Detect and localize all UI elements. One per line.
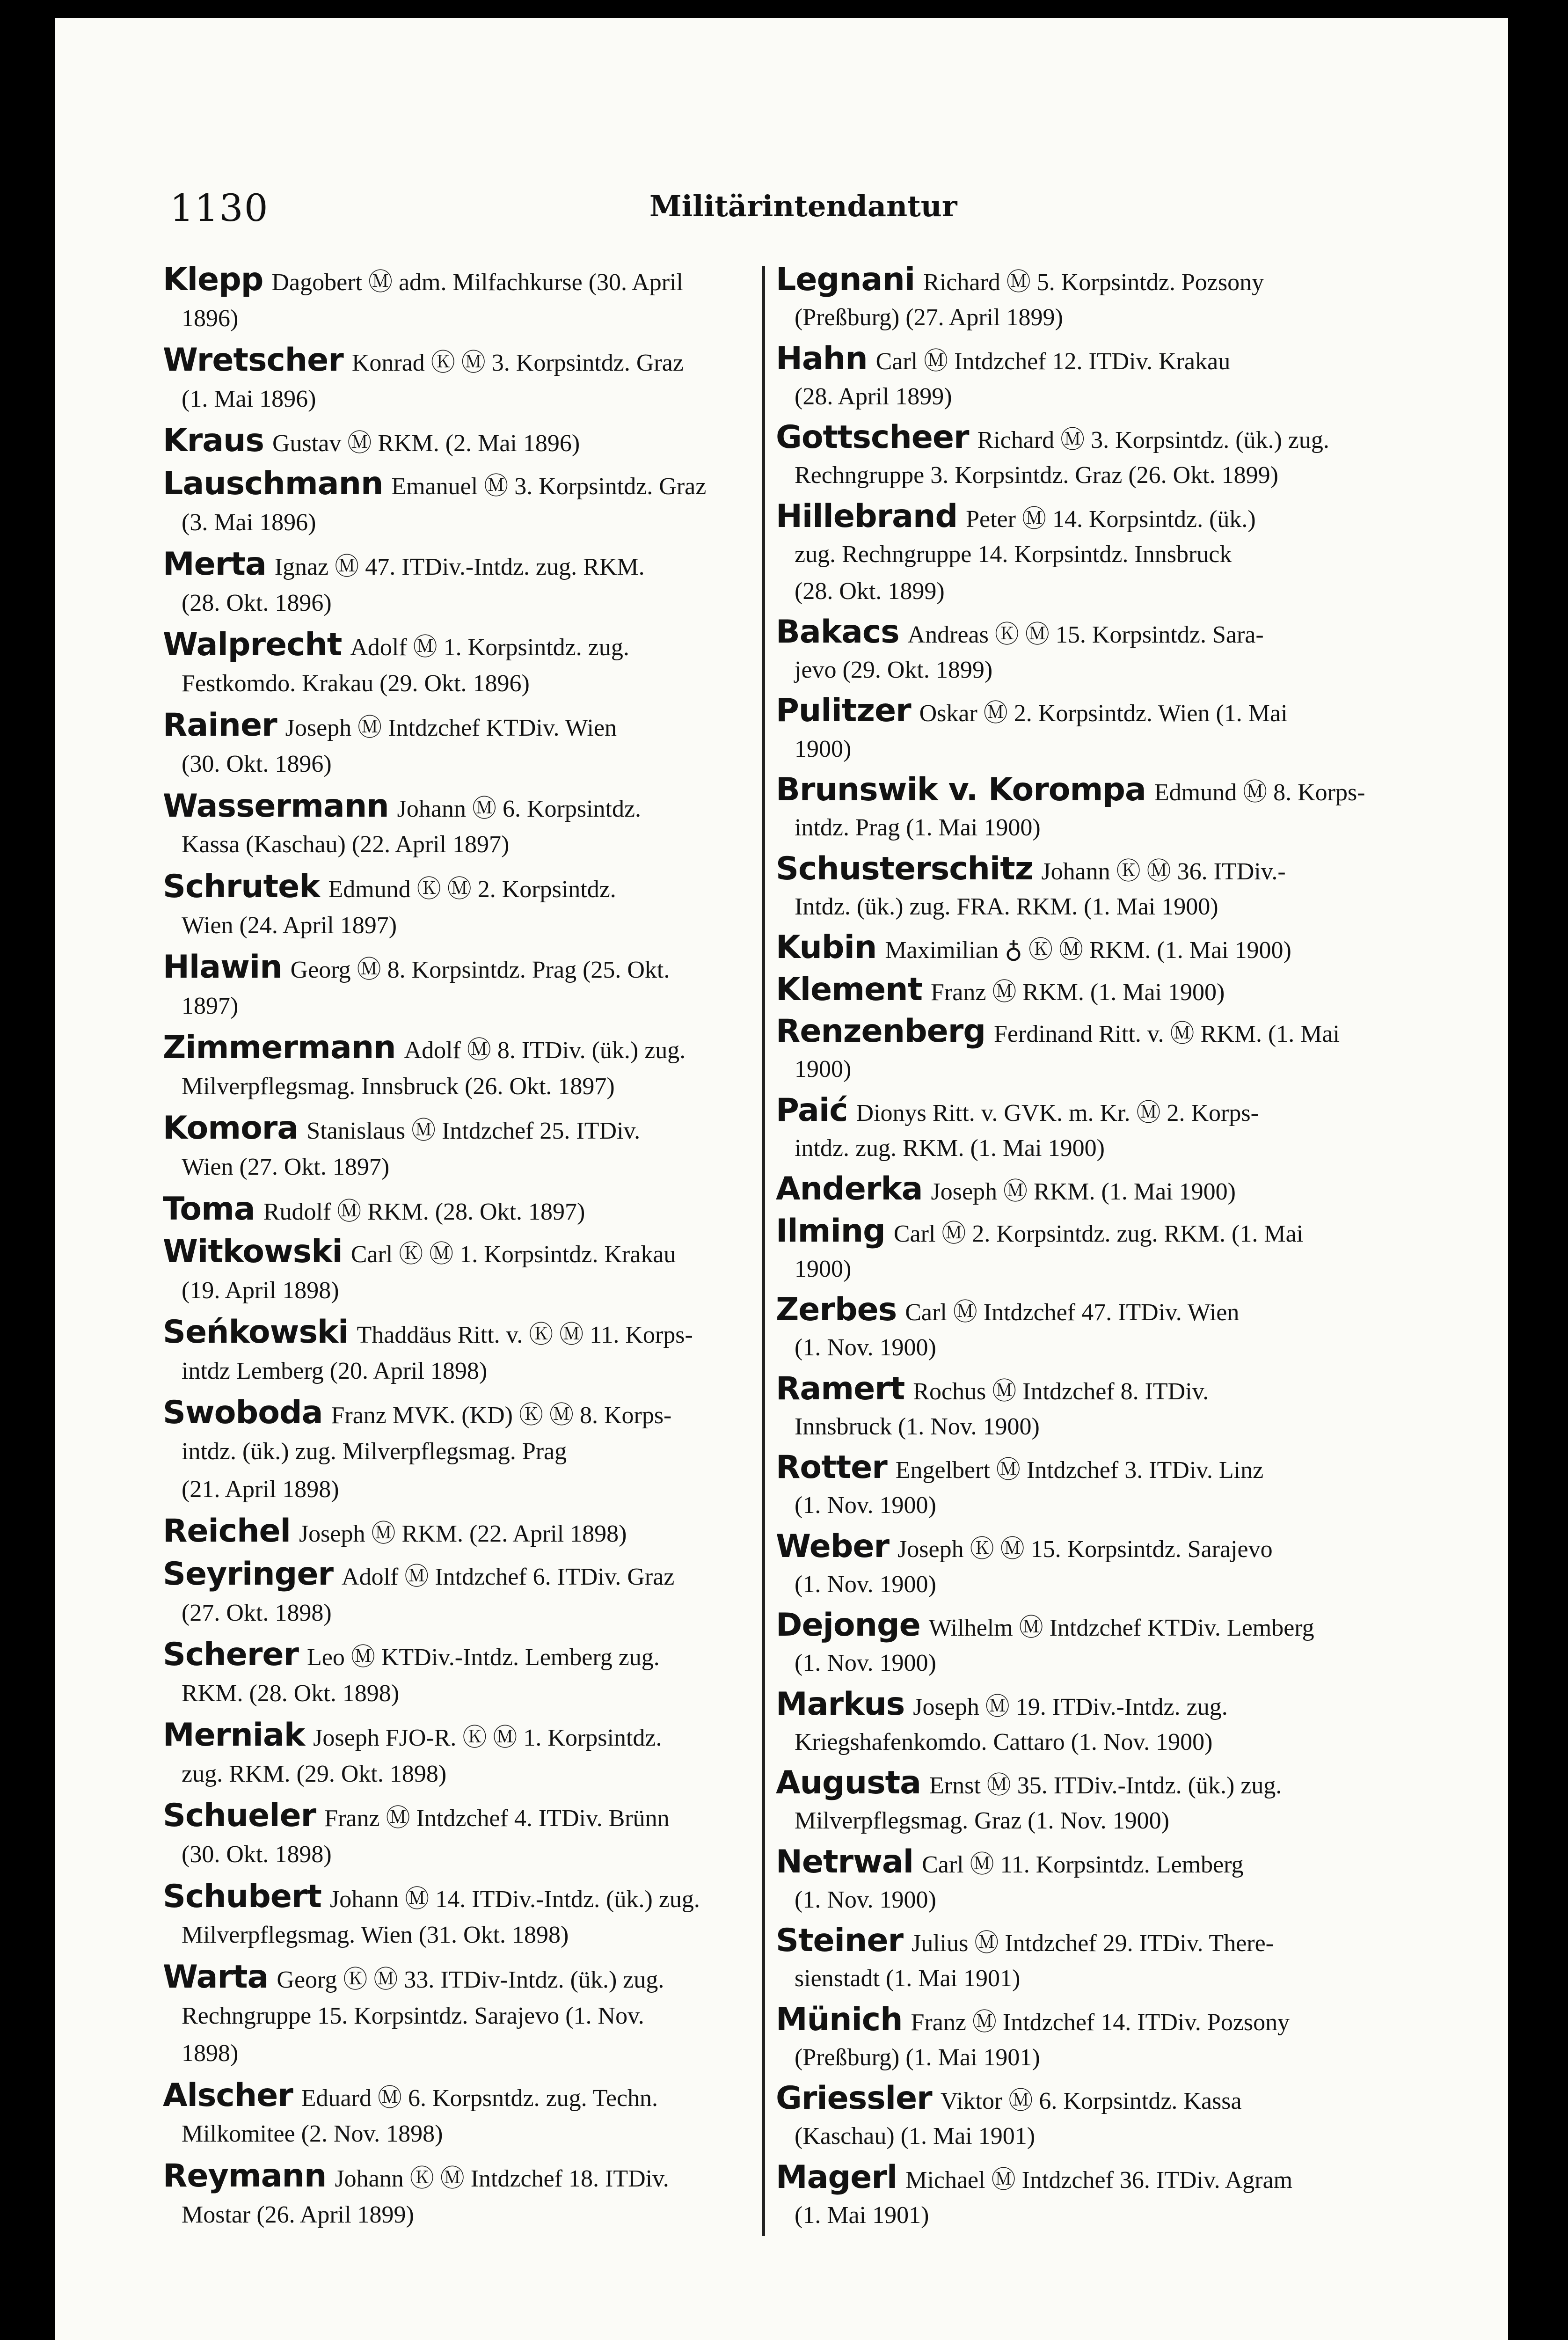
- entry-surname: Hahn: [776, 340, 868, 377]
- entry-line: [776, 1922, 1274, 1960]
- entry-surname: Dejonge: [776, 1607, 920, 1644]
- entry-continuation: Kriegshafenkomdo. Cattaro (1. Nov. 1900): [795, 1728, 1213, 1755]
- entry-line: [163, 1110, 641, 1147]
- entry-details: Adolf Ⓜ Intdzchef 6. ITDiv. Graz: [342, 1563, 675, 1590]
- entry-line: [163, 707, 617, 744]
- entry-continuation: intdz. zug. RKM. (1. Mai 1900): [795, 1134, 1105, 1162]
- entry-line: [776, 1528, 1273, 1565]
- entry-surname: Markus: [776, 1685, 905, 1723]
- entry-continuation: zug. RKM. (29. Okt. 1898): [182, 1761, 447, 1788]
- entry-line: [776, 771, 1365, 808]
- entry-surname: Bakacs: [776, 613, 899, 651]
- entry-surname: Reichel: [163, 1513, 291, 1550]
- entry-surname: Netrwal: [776, 1843, 914, 1880]
- entry-continuation: Wien (27. Okt. 1897): [182, 1154, 390, 1181]
- entry-continuation: Milverpflegsmag. Wien (31. Okt. 1898): [182, 1922, 569, 1949]
- entry-continuation: (28. April 1899): [795, 383, 952, 410]
- entry-details: Ignaz Ⓜ 47. ITDiv.-Intdz. zug. RKM.: [274, 554, 645, 581]
- entry-surname: Griessler: [776, 2080, 932, 2117]
- entry-surname: Warta: [163, 1958, 269, 1996]
- entry-continuation: (1. Nov. 1900): [795, 1886, 936, 1913]
- entry-surname: Ramert: [776, 1370, 905, 1407]
- entry-line: [163, 1958, 664, 1996]
- entry-continuation: (1. Nov. 1900): [795, 1492, 936, 1519]
- entry-details: Franz MVK. (KD) Ⓚ Ⓜ 8. Korps-: [331, 1402, 672, 1429]
- page-header: [55, 186, 1508, 242]
- entry-line: [776, 1170, 1236, 1208]
- entry-continuation: (30. Okt. 1896): [182, 751, 332, 778]
- entry-line: [163, 465, 707, 502]
- entry-details: Stanislaus Ⓜ Intdzchef 25. ITDiv.: [306, 1118, 641, 1145]
- entry-continuation: 1898): [182, 2040, 239, 2067]
- entry-surname: Zerbes: [776, 1291, 897, 1329]
- entry-details: Johann Ⓜ 6. Korpsintdz.: [397, 795, 642, 822]
- entry-surname: Wretscher: [163, 342, 343, 379]
- entry-continuation: intdz. (ük.) zug. Milverpflegsmag. Prag: [182, 1438, 567, 1465]
- entry-details: Carl Ⓜ Intdzchef 47. ITDiv. Wien: [905, 1299, 1240, 1326]
- entry-details: Johann Ⓚ Ⓜ Intdzchef 18. ITDiv.: [335, 2165, 669, 2192]
- entry-line: [776, 340, 1231, 377]
- entry-line: [776, 613, 1264, 651]
- entry-line: [776, 1449, 1264, 1486]
- entry-line: [163, 868, 616, 905]
- running-title: Militärintendantur: [649, 189, 957, 223]
- entry-continuation: 1900): [795, 1255, 852, 1282]
- entry-details: Carl Ⓚ Ⓜ 1. Korpsintdz. Krakau: [350, 1241, 676, 1268]
- entry-continuation: (30. Okt. 1898): [182, 1841, 332, 1868]
- entry-line: [163, 1717, 662, 1754]
- entry-surname: Scherer: [163, 1636, 299, 1674]
- entry-surname: Hillebrand: [776, 497, 958, 535]
- entry-continuation: 1897): [182, 992, 239, 1019]
- entry-details: Joseph FJO-R. Ⓚ Ⓜ 1. Korpsintdz.: [313, 1725, 662, 1752]
- entry-line: [776, 1370, 1209, 1407]
- entry-details: Franz Ⓜ RKM. (1. Mai 1900): [931, 979, 1225, 1006]
- entry-surname: Magerl: [776, 2158, 897, 2196]
- entry-line: [776, 1013, 1340, 1050]
- entry-details: Konrad Ⓚ Ⓜ 3. Korpsintdz. Graz: [351, 350, 684, 377]
- entry-continuation: (21. April 1898): [182, 1476, 339, 1503]
- entry-continuation: (Kaschau) (1. Mai 1901): [795, 2123, 1036, 2150]
- entry-surname: Seńkowski: [163, 1314, 349, 1351]
- entry-surname: Kubin: [776, 929, 877, 966]
- entry-surname: Legnani: [776, 261, 915, 298]
- entry-surname: Merniak: [163, 1717, 305, 1754]
- entry-line: [776, 1291, 1240, 1329]
- entry-details: Michael Ⓜ Intdzchef 36. ITDiv. Agram: [905, 2166, 1293, 2194]
- entry-line: [163, 1233, 676, 1271]
- entry-details: Ernst Ⓜ 35. ITDiv.-Intdz. (ük.) zug.: [929, 1772, 1282, 1799]
- entry-details: Edmund Ⓚ Ⓜ 2. Korpsintdz.: [328, 876, 616, 903]
- entry-continuation: (1. Nov. 1900): [795, 1334, 936, 1361]
- entry-surname: Wassermann: [163, 787, 389, 825]
- entry-details: Adolf Ⓜ 8. ITDiv. (ük.) zug.: [404, 1037, 686, 1064]
- entry-line: [776, 2001, 1290, 2038]
- entry-details: Gustav Ⓜ RKM. (2. Mai 1896): [272, 430, 580, 457]
- entry-surname: Münich: [776, 2001, 903, 2038]
- entry-surname: Witkowski: [163, 1233, 343, 1271]
- entry-line: [163, 1190, 585, 1228]
- entry-continuation: Rechngruppe 15. Korpsintdz. Sarajevo (1. Nov.: [182, 2002, 644, 2029]
- entry-details: Joseph Ⓜ RKM. (1. Mai 1900): [931, 1178, 1236, 1206]
- entry-details: Peter Ⓜ 14. Korpsintdz. (ük.): [966, 505, 1256, 533]
- entry-line: [163, 1797, 670, 1835]
- entry-surname: Reymann: [163, 2157, 327, 2194]
- entry-continuation: Milverpflegsmag. Innsbruck (26. Okt. 1897): [182, 1073, 615, 1100]
- entry-details: Dionys Ritt. v. GVK. m. Kr. Ⓜ 2. Korps-: [856, 1099, 1259, 1126]
- entry-surname: Klement: [776, 971, 923, 1008]
- entry-line: [163, 1636, 660, 1674]
- entry-continuation: (27. Okt. 1898): [182, 1599, 332, 1626]
- entry-line: [163, 1394, 672, 1432]
- entry-details: Ferdinand Ritt. v. Ⓜ RKM. (1. Mai: [994, 1021, 1340, 1048]
- entry-continuation: (1. Nov. 1900): [795, 1650, 936, 1677]
- entry-line: [776, 929, 1291, 966]
- entry-surname: Renzenberg: [776, 1013, 986, 1050]
- entry-surname: Walprecht: [163, 626, 342, 664]
- entry-details: Carl Ⓜ 2. Korpsintdz. zug. RKM. (1. Mai: [893, 1220, 1304, 1247]
- entry-details: Johann Ⓚ Ⓜ 36. ITDiv.-: [1041, 858, 1286, 885]
- entry-continuation: Milverpflegsmag. Graz (1. Nov. 1900): [795, 1807, 1169, 1835]
- entry-surname: Steiner: [776, 1922, 903, 1960]
- entry-surname: Swoboda: [163, 1394, 323, 1432]
- entry-continuation: (3. Mai 1896): [182, 509, 316, 536]
- entry-line: [163, 1314, 693, 1351]
- entry-details: Georg Ⓜ 8. Korpsintdz. Prag (25. Okt.: [290, 957, 670, 984]
- entry-continuation: (Preßburg) (27. April 1899): [795, 304, 1063, 331]
- entry-surname: Augusta: [776, 1764, 921, 1802]
- entry-line: [776, 2080, 1242, 2117]
- column-divider: [762, 266, 765, 2236]
- entry-line: [163, 787, 642, 825]
- entry-line: [776, 497, 1256, 535]
- entry-details: Viktor Ⓜ 6. Korpsintdz. Kassa: [940, 2088, 1242, 2115]
- entry-line: [163, 422, 580, 460]
- entry-details: Wilhelm Ⓜ Intdzchef KTDiv. Lemberg: [928, 1615, 1314, 1642]
- entry-details: Franz Ⓜ Intdzchef 4. ITDiv. Brünn: [324, 1805, 670, 1832]
- entry-surname: Lauschmann: [163, 465, 383, 502]
- entry-surname: Schueler: [163, 1797, 316, 1835]
- entry-surname: Hlawin: [163, 949, 282, 986]
- entry-line: [776, 971, 1225, 1008]
- entry-surname: Pulitzer: [776, 692, 911, 730]
- entry-surname: Toma: [163, 1190, 255, 1228]
- entry-details: Thaddäus Ritt. v. Ⓚ Ⓜ 11. Korps-: [357, 1322, 693, 1349]
- entry-line: [163, 261, 683, 298]
- entry-surname: Klepp: [163, 261, 263, 298]
- entry-continuation: 1900): [795, 735, 852, 762]
- entry-continuation: (19. April 1898): [182, 1277, 339, 1304]
- entry-details: Richard Ⓜ 3. Korpsintdz. (ük.) zug.: [977, 427, 1329, 454]
- entry-details: Joseph Ⓜ RKM. (22. April 1898): [299, 1521, 627, 1548]
- entry-line: [163, 2077, 658, 2114]
- entry-details: Georg Ⓚ Ⓜ 33. ITDiv-Intdz. (ük.) zug.: [277, 1966, 664, 1993]
- entry-surname: Ilming: [776, 1212, 885, 1250]
- entry-line: [776, 1212, 1304, 1250]
- entry-continuation: (Preßburg) (1. Mai 1901): [795, 2044, 1040, 2071]
- entry-details: Franz Ⓜ Intdzchef 14. ITDiv. Pozsony: [911, 2009, 1290, 2036]
- entry-line: [163, 626, 629, 664]
- entry-line: [163, 949, 670, 986]
- entry-surname: Kraus: [163, 422, 264, 460]
- entry-surname: Schubert: [163, 1878, 321, 1915]
- entry-continuation: Kassa (Kaschau) (22. April 1897): [182, 831, 510, 858]
- entry-details: Eduard Ⓜ 6. Korpsntdz. zug. Techn.: [301, 2084, 658, 2112]
- entry-continuation: Mostar (26. April 1899): [182, 2201, 414, 2228]
- entry-continuation: Intdz. (ük.) zug. FRA. RKM. (1. Mai 1900): [795, 893, 1218, 920]
- entry-details: Rochus Ⓜ Intdzchef 8. ITDiv.: [913, 1378, 1209, 1405]
- entry-line: [776, 1091, 1259, 1129]
- entry-line: [163, 1513, 627, 1550]
- entry-line: [163, 546, 645, 583]
- entry-details: Edmund Ⓜ 8. Korps-: [1154, 779, 1365, 806]
- entry-surname: Gottscheer: [776, 419, 969, 456]
- entry-details: Adolf Ⓜ 1. Korpsintdz. zug.: [350, 634, 629, 661]
- entry-continuation: RKM. (28. Okt. 1898): [182, 1680, 400, 1707]
- entry-surname: Rotter: [776, 1449, 887, 1486]
- entry-continuation: Wien (24. April 1897): [182, 912, 397, 939]
- entry-line: [776, 1685, 1228, 1723]
- entry-line: [776, 419, 1329, 456]
- entry-line: [163, 1029, 686, 1067]
- entry-details: Andreas Ⓚ Ⓜ 15. Korpsintdz. Sara-: [907, 621, 1264, 648]
- entry-line: [163, 1878, 700, 1915]
- entry-details: Carl Ⓜ Intdzchef 12. ITDiv. Krakau: [875, 348, 1231, 375]
- entry-line: [776, 2158, 1293, 2196]
- entry-surname: Brunswik v. Korompa: [776, 771, 1146, 808]
- entry-line: [163, 342, 684, 379]
- entry-surname: Komora: [163, 1110, 299, 1147]
- entry-surname: Merta: [163, 546, 266, 583]
- entry-line: [776, 692, 1288, 730]
- entry-continuation: Milkomitee (2. Nov. 1898): [182, 2121, 443, 2148]
- entry-continuation: (1. Nov. 1900): [795, 1571, 936, 1598]
- entry-continuation: Innsbruck (1. Nov. 1900): [795, 1413, 1040, 1440]
- entry-details: Rudolf Ⓜ RKM. (28. Okt. 1897): [263, 1198, 585, 1225]
- entry-continuation: (28. Okt. 1899): [795, 578, 945, 605]
- entry-surname: Weber: [776, 1528, 890, 1565]
- entry-details: Joseph Ⓜ Intdzchef KTDiv. Wien: [285, 715, 617, 742]
- entry-continuation: 1896): [182, 305, 239, 332]
- entry-line: [776, 1607, 1314, 1644]
- entry-details: Carl Ⓜ 11. Korpsintdz. Lemberg: [922, 1851, 1244, 1878]
- entry-continuation: jevo (29. Okt. 1899): [795, 657, 993, 684]
- entry-continuation: zug. Rechngruppe 14. Korpsintdz. Innsbruck: [795, 541, 1232, 568]
- entry-line: [776, 850, 1286, 887]
- entry-details: Dagobert Ⓜ adm. Milfachkurse (30. April: [271, 269, 683, 296]
- entry-details: Julius Ⓜ Intdzchef 29. ITDiv. There-: [911, 1930, 1274, 1957]
- book-page: [55, 18, 1508, 2340]
- entry-surname: Zimmermann: [163, 1029, 396, 1067]
- entry-line: [776, 1843, 1244, 1880]
- entry-continuation: intdz. Prag (1. Mai 1900): [795, 814, 1041, 841]
- entry-continuation: Festkomdo. Krakau (29. Okt. 1896): [182, 670, 530, 697]
- entry-continuation: (1. Mai 1901): [795, 2202, 929, 2229]
- entry-continuation: intdz Lemberg (20. April 1898): [182, 1358, 488, 1385]
- entry-details: Engelbert Ⓜ Intdzchef 3. ITDiv. Linz: [895, 1457, 1264, 1484]
- entry-continuation: Rechngruppe 3. Korpsintdz. Graz (26. Okt. 1899): [795, 462, 1278, 489]
- entry-line: [776, 261, 1264, 298]
- entry-details: Emanuel Ⓜ 3. Korpsintdz. Graz: [391, 473, 707, 500]
- entry-continuation: 1900): [795, 1056, 852, 1083]
- entry-surname: Alscher: [163, 2077, 293, 2114]
- entry-details: Johann Ⓜ 14. ITDiv.-Intdz. (ük.) zug.: [329, 1886, 700, 1913]
- entry-details: Maximilian ♁ Ⓚ Ⓜ RKM. (1. Mai 1900): [885, 937, 1291, 964]
- entry-line: [163, 2157, 669, 2194]
- entry-continuation: sienstadt (1. Mai 1901): [795, 1965, 1021, 1992]
- entry-continuation: (28. Okt. 1896): [182, 589, 332, 616]
- entry-surname: Seyringer: [163, 1555, 334, 1593]
- entry-surname: Paić: [776, 1091, 848, 1129]
- entry-continuation: (1. Mai 1896): [182, 386, 316, 412]
- entry-line: [163, 1555, 675, 1593]
- entry-line: [776, 1764, 1282, 1802]
- entry-surname: Anderka: [776, 1170, 923, 1208]
- entry-surname: Schusterschitz: [776, 850, 1033, 887]
- entry-details: Richard Ⓜ 5. Korpsintdz. Pozsony: [923, 269, 1264, 296]
- entry-details: Joseph Ⓚ Ⓜ 15. Korpsintdz. Sarajevo: [897, 1536, 1273, 1563]
- page-number: 1130: [170, 186, 269, 230]
- entry-surname: Schrutek: [163, 868, 320, 905]
- entry-surname: Rainer: [163, 707, 277, 744]
- entry-details: Leo Ⓜ KTDiv.-Intdz. Lemberg zug.: [307, 1644, 660, 1671]
- entry-details: Oskar Ⓜ 2. Korpsintdz. Wien (1. Mai: [919, 700, 1288, 727]
- entry-details: Joseph Ⓜ 19. ITDiv.-Intdz. zug.: [913, 1693, 1228, 1720]
